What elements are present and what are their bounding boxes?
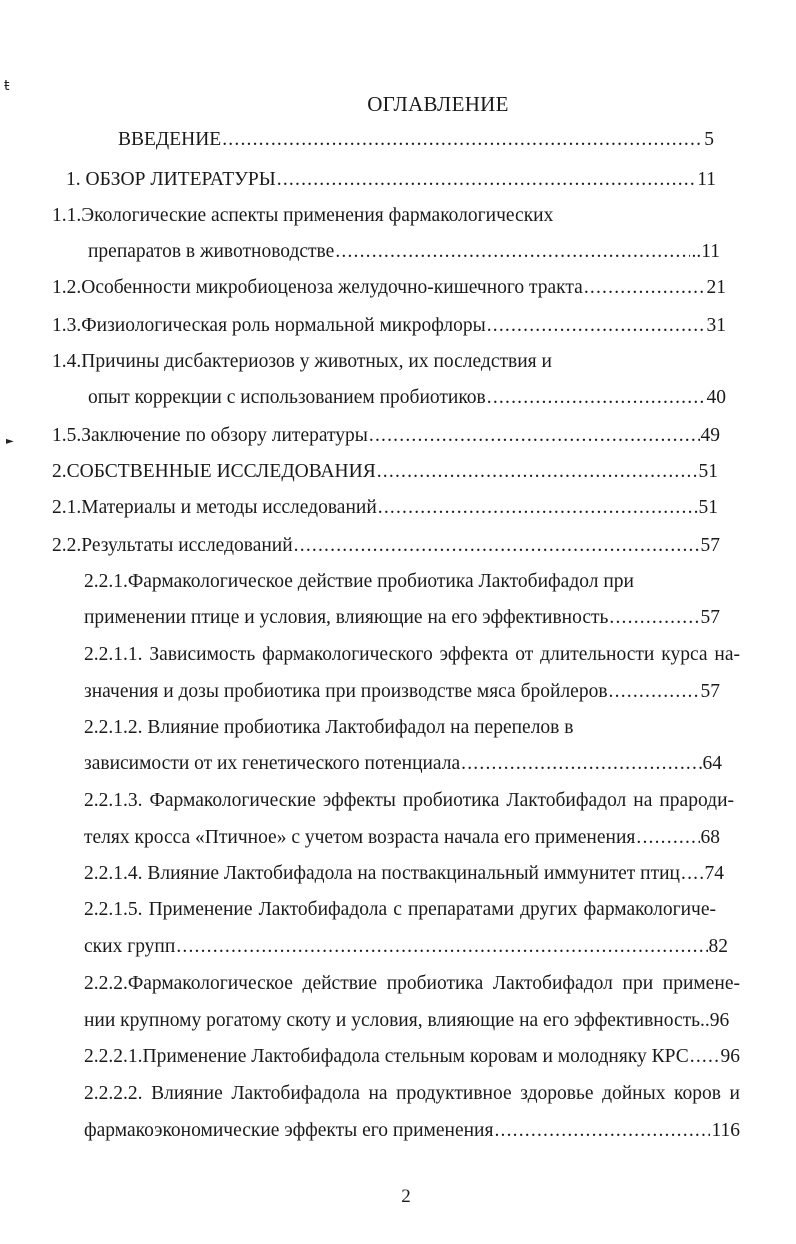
toc-entry [84,752,722,776]
toc-entry [84,826,720,850]
toc-leader [487,314,706,338]
toc-entry-page: 74 [704,863,724,884]
toc-entry-text: препаратов в животноводстве [88,241,335,262]
toc-entry-text: 2.2.2.2. Влияние Лактобифадола на продуктивное здоровье дойных коров и [84,1083,740,1104]
toc-leader [609,680,700,704]
toc-entry-text: 2.2.2.1.Применение Лактобифадола стельным коровам и молодняку КРС [84,1046,689,1067]
toc-entry [84,935,728,959]
toc-entry-text: 2.2.Результаты исследований [52,535,293,556]
toc-entry-text: телях кросса «Птичное» с учетом возраста начала его применения [84,827,636,848]
toc-entry [84,1009,740,1033]
toc-entry-text: значения и дозы пробиотика при производстве мяса бройлеров [84,681,608,702]
toc-leader [378,496,698,520]
toc-entry-page: 68 [700,827,720,848]
toc-title: ОГЛАВЛЕНИЕ [367,92,509,116]
toc-leader [176,935,707,959]
toc-entry [84,606,720,630]
toc-entry-text: 2.2.1.5. Применение Лактобифадола с препаратами других фармакологиче- [84,899,716,920]
toc-entry-text: 1.5.Заключение по обзору литературы [52,425,368,446]
toc-entry-page: 96 [709,1010,730,1031]
toc-entry-page: 11 [697,169,716,190]
toc-entry-page: 21 [706,277,726,298]
toc-entry [88,386,726,410]
toc-entry-page: 96 [720,1046,740,1067]
toc-entry [118,128,714,152]
toc-entry-page: 40 [706,387,726,408]
toc-entry-text: 2.2.1.4. Влияние Лактобифадола на поствакцинальный иммунитет птиц [84,863,680,884]
toc-leader [461,752,701,776]
toc-entry [84,680,720,704]
toc-entry [52,424,720,448]
toc-entry-text: 2.СОБСТВЕННЫЕ ИССЛЕДОВАНИЯ [52,461,376,482]
toc-leader [277,168,696,192]
toc-entry-page: ..11 [691,241,720,262]
page-number: 2 [401,1186,411,1207]
toc-entry [52,496,718,520]
toc-entry-text: 2.1.Материалы и методы исследований [52,497,377,518]
toc-leader [609,606,699,630]
toc-entry-text: зависимости от их генетического потенциала [84,753,461,774]
toc-entry [84,862,724,886]
toc-entry [52,314,726,338]
toc-entry-text: 2.2.1.Фармакологическое действие пробиотика Лактобифадол при [84,571,634,592]
toc-entry-text: 1.3.Физиологическая роль нормальной микрофлоры [52,315,486,336]
toc-entry-text: фармакоэкономические эффекты его применения [84,1120,494,1141]
toc-entry [52,276,726,300]
toc-entry-page: 51 [698,497,718,518]
toc-entry-page: 116 [711,1120,740,1141]
toc-entry-page: 5 [704,129,714,150]
toc-leader [584,276,706,300]
toc-entry-text: 1. ОБЗОР ЛИТЕРАТУРЫ [66,169,276,190]
toc-entry-page: 82 [708,936,728,957]
toc-entry-text: нии крупному рогатому скоту и условия, влияющие на его эффективность.. [84,1010,710,1031]
toc-leader [294,534,700,558]
toc-leader [335,240,690,264]
toc-entry-text: 1.4.Причины дисбактериозов у животных, их последствия и [52,351,552,372]
toc-leader [487,386,706,410]
toc-entry-text: 2.2.1.2. Влияние пробиотика Лактобифадол на перепелов в [84,717,574,738]
toc-entry [88,240,720,264]
toc-entry-page: 64 [702,753,722,774]
toc-entry-page: 51 [698,461,718,482]
toc-entry [66,168,716,192]
toc-entry-page: 57 [700,535,720,556]
toc-entry-text: применении птице и условия, влияющие на его эффективность [84,607,609,628]
toc-entry-text: опыт коррекции с использованием пробиотиков [88,387,486,408]
toc-entry-text: 1.2.Особенности микробиоценоза желудочно-кишечного тракта [52,277,583,298]
toc-leader [494,1119,710,1143]
toc-leader [369,424,700,448]
toc-entry [84,1045,740,1069]
toc-entry-page: 57 [700,607,720,628]
toc-entry [52,460,718,484]
toc-leader [222,128,703,152]
toc-entry-text: 1.1.Экологические аспекты применения фармакологических [52,205,554,226]
toc-entry-page: 49 [700,425,720,446]
toc-entry-page: 57 [700,681,720,702]
toc-entry-page: 31 [706,315,726,336]
toc-leader [681,862,704,886]
toc-entry-text: ВВЕДЕНИЕ [118,129,222,150]
toc-leader [636,826,699,850]
toc-entry-text: 2.2.1.3. Фармакологические эффекты пробиотика Лактобифадол на прароди- [84,790,734,811]
toc-entry [52,534,720,558]
toc-leader [690,1045,720,1069]
toc-entry-text: 2.2.2.Фармакологическое действие пробиотика Лактобифадол при примене- [84,973,740,994]
toc-leader [377,460,698,484]
scan-mark-icon: ŧ [4,78,10,94]
toc-entry [84,1119,740,1143]
scan-arrow-icon: ► [6,436,14,447]
toc-entry-text: 2.2.1.1. Зависимость фармакологического эффекта от длительности курса на- [84,644,740,665]
toc-entry-text: ских групп [84,936,176,957]
